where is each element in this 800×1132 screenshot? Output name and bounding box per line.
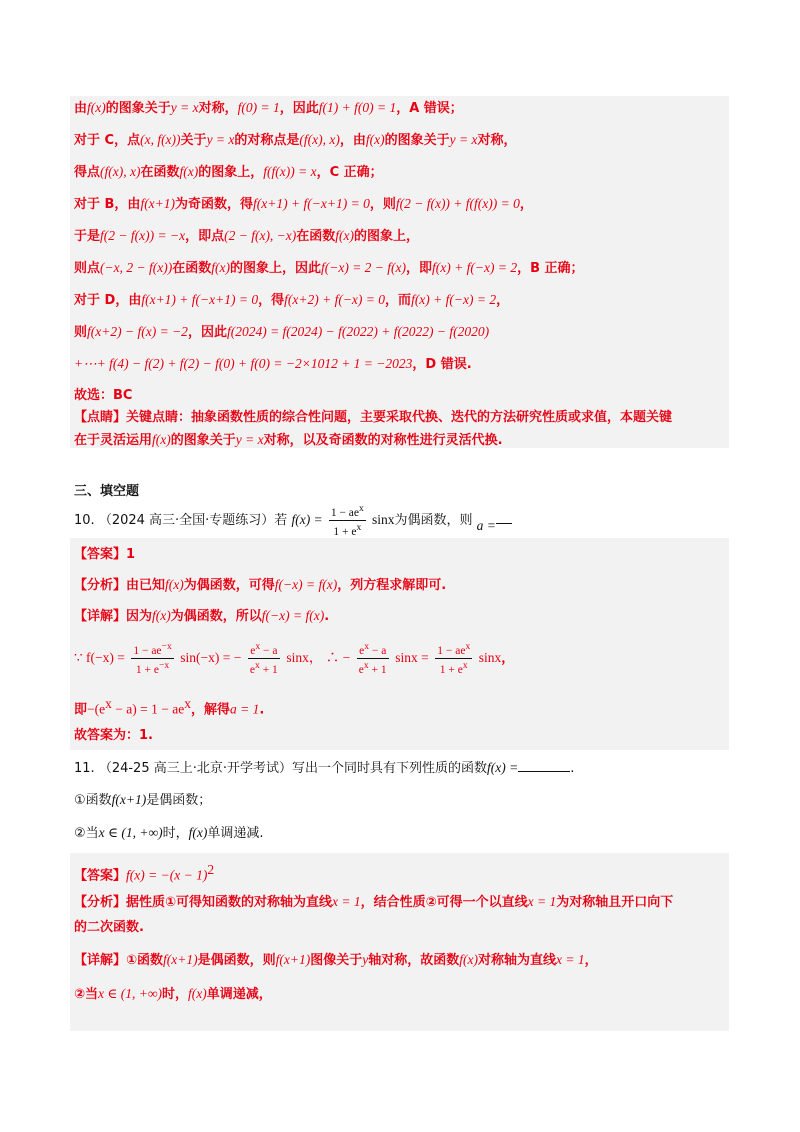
q10-detail: 【详解】因为f(x)为偶函数，所以f(−x) = f(x). [74,608,330,624]
q10-final: 故答案为：1. [74,728,153,743]
q11-analysis-line-2: 的二次函数. [74,920,144,935]
solution-line-4: 对于 B，由f(x+1)为奇函数，得f(x+1) + f(−x+1) = 0，则f(2 − f(x)) + f(f(x)) = 0， [74,196,533,212]
key-point-line-1: 【点睛】关键点睛：抽象函数性质的综合性问题，主要采取代换、迭代的方法研究性质或求值，本题关键 [74,410,673,425]
solution-line-1: 由f(x)的图象关于y = x对称，f(0) = 1，因此f(1) + f(0) = 1，A 错误； [74,100,463,116]
q11-detail-line-1: 【详解】①函数f(x+1)是偶函数，则f(x+1)图像关于y轴对称，故函数f(x)对称轴为直线x = 1， [74,952,598,968]
solution-line-5: 于是f(2 − f(x)) = −x，即点(2 − f(x), −x)在函数f(x)的图象上， [74,228,420,244]
q10-answer: 【答案】1 [74,547,136,562]
q11-detail-line-2: ②当x ∈ (1, +∞)时，f(x)单调递减， [74,986,272,1002]
solution-line-7: 对于 D，由f(x+1) + f(−x+1) = 0，得f(x+2) + f(−x) = 0，而f(x) + f(−x) = 2， [74,292,510,308]
solution-line-8: 则f(x+2) − f(x) = −2，因此f(2024) = f(2024) − f(2022) + f(2022) − f(2020) [74,324,490,340]
solution-line-2: 对于 C，点(x, f(x))关于y = x的对称点是(f(x), x)，由f(x)的图象关于y = x对称， [74,132,517,148]
question-11: 11. （24-25 高三上·北京·开学考试）写出一个同时具有下列性质的函数f(x) = . [74,760,575,776]
section-heading: 三、填空题 [74,484,140,499]
q11-answer: 【答案】$f(x) = -(x - 1)^2$ [74,862,215,884]
q10-analysis: 【分析】由已知f(x)为偶函数，可得f(−x) = f(x)，列方程求解即可. [74,577,447,593]
q10-equation: ∵ f(−x) = $\frac{1 - ae^{-x}}{1 + e^{-x}}$ sin(−x) = − $\frac{e^x - a}{e^x + 1}$ sinx， ∴ − $\frac{e^x - a}{e^x + 1}$ sinx = $\frac{1 - ae^x}{1 + e^x}$ sinx， [74,641,515,676]
q10-fraction: $\frac{1 - ae^x}{1 + e^x}$ [330,503,364,538]
solution-choice: 故选：BC [74,388,133,403]
q10-solve: 即$-(e^x - a) = 1 - ae^x$，解得a = 1. [74,696,265,718]
key-point-line-2: 在于灵活运用f(x)的图象关于y = x对称，以及奇函数的对称性进行灵活代换. [74,432,503,448]
solution-line-9: +⋯+ f(4) − f(2) + f(2) − f(0) + f(0) = −2×1012 + 1 = −2023，D 错误. [74,356,472,372]
solution-line-3: 得点(f(x), x)在函数f(x)的图象上，f(f(x)) = x，C 正确； [74,164,383,180]
q11-property-2: ②当x ∈ (1, +∞)时，f(x)单调递减. [74,825,264,841]
solution-line-6: 则点(−x, 2 − f(x))在函数f(x)的图象上，因此f(−x) = 2 − f(x)，即f(x) + f(−x) = 2，B 正确； [74,260,584,276]
q11-property-1: ①函数f(x+1)是偶函数； [74,792,212,808]
question-10: 10. （2024 高三·全国·专题练习）若 f(x) = $\frac{1 - ae^x}{1 + e^x}$ sinx为偶函数，则 a = [74,502,512,536]
q11-analysis-line-1: 【分析】据性质①可得知函数的对称轴为直线x = 1，结合性质②可得一个以直线x = 1为对称轴且开口向下 [74,894,674,910]
